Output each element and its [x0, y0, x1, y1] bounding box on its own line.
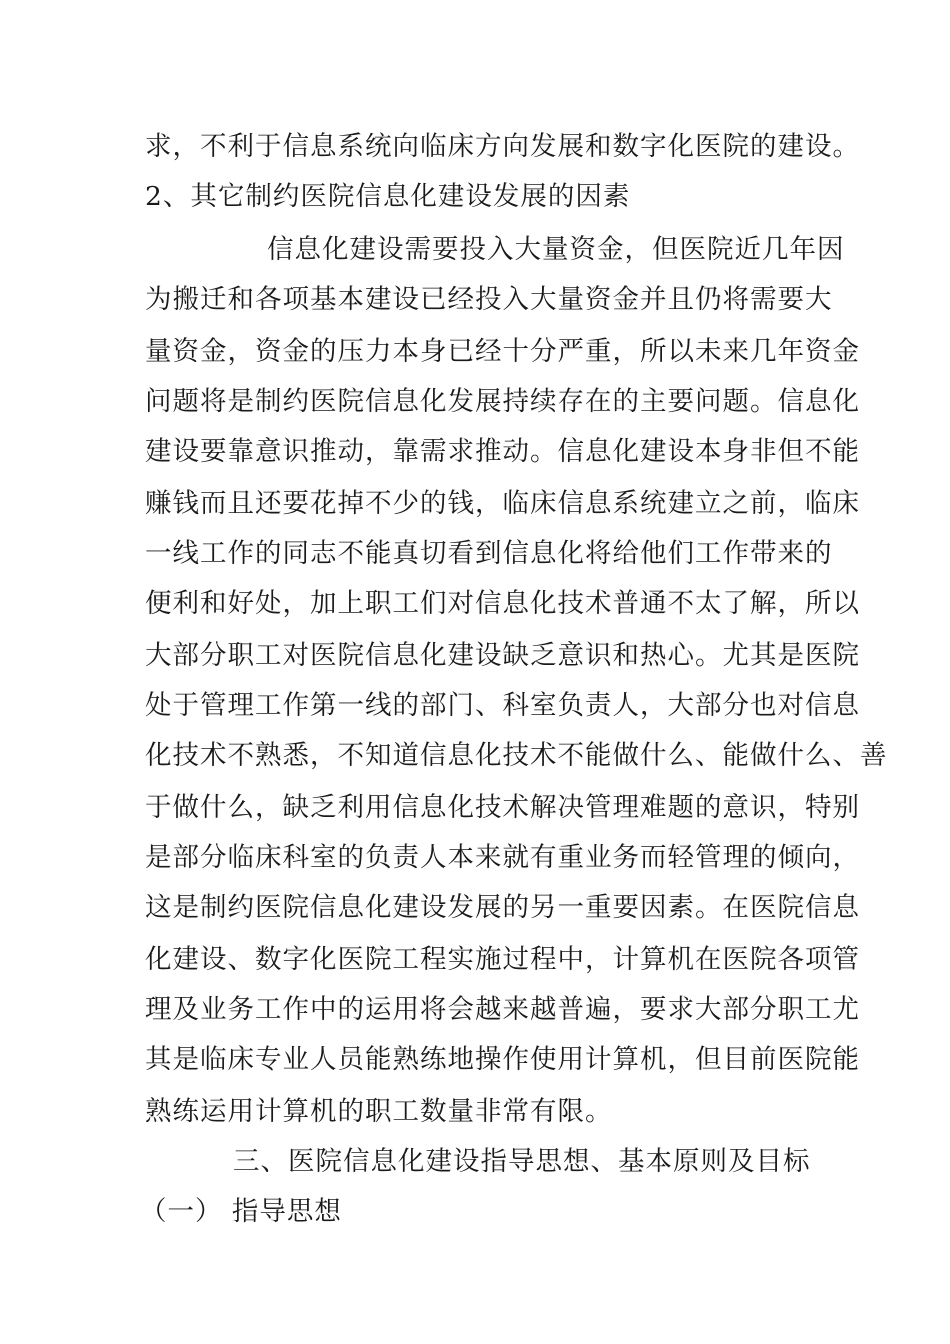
text-line-5: 量资金，资金的压力本身已经十分严重，所以未来几年资金	[145, 336, 860, 367]
text-line-16: 这是制约医院信息化建设发展的另一重要因素。在医院信息	[145, 892, 860, 923]
text-line-1: 求，不利于信息系统向临床方向发展和数字化医院的建设。	[145, 131, 860, 162]
subsection-heading-1: （一） 指导思想	[140, 1196, 342, 1227]
text-line-18: 理及业务工作中的运用将会越来越普遍，要求大部分职工尤	[145, 994, 860, 1025]
text-line-10: 便利和好处，加上职工们对信息化技术普通不太了解，所以	[145, 588, 860, 619]
section-heading-2: 2、其它制约医院信息化建设发展的因素	[145, 181, 631, 212]
text-line-19: 其是临床专业人员能熟练地操作使用计算机，但目前医院能	[145, 1044, 860, 1075]
text-line-4: 为搬迁和各项基本建设已经投入大量资金并且仍将需要大	[145, 284, 833, 315]
text-line-14: 于做什么，缺乏利用信息化技术解决管理难题的意识，特别	[145, 792, 860, 823]
text-line-13: 化技术不熟悉，不知道信息化技术不能做什么、能做什么、善	[145, 740, 888, 771]
text-line-8: 赚钱而且还要花掉不少的钱，临床信息系统建立之前，临床	[145, 488, 860, 519]
paragraph-first-line: 信息化建设需要投入大量资金，但医院近几年因	[267, 234, 845, 265]
text-line-7: 建设要靠意识推动，靠需求推动。信息化建设本身非但不能	[145, 436, 860, 467]
text-line-12: 处于管理工作第一线的部门、科室负责人，大部分也对信息	[145, 690, 860, 721]
text-line-15: 是部分临床科室的负责人本来就有重业务而轻管理的倾向，	[145, 842, 860, 873]
section-heading-3: 三、医院信息化建设指导思想、基本原则及目标	[233, 1146, 811, 1177]
text-line-11: 大部分职工对医院信息化建设缺乏意识和热心。尤其是医院	[145, 640, 860, 671]
text-line-17: 化建设、数字化医院工程实施过程中，计算机在医院各项管	[145, 944, 860, 975]
text-line-9: 一线工作的同志不能真切看到信息化将给他们工作带来的	[145, 538, 833, 569]
text-line-6: 问题将是制约医院信息化发展持续存在的主要问题。信息化	[145, 386, 860, 417]
text-line-20: 熟练运用计算机的职工数量非常有限。	[145, 1096, 613, 1127]
